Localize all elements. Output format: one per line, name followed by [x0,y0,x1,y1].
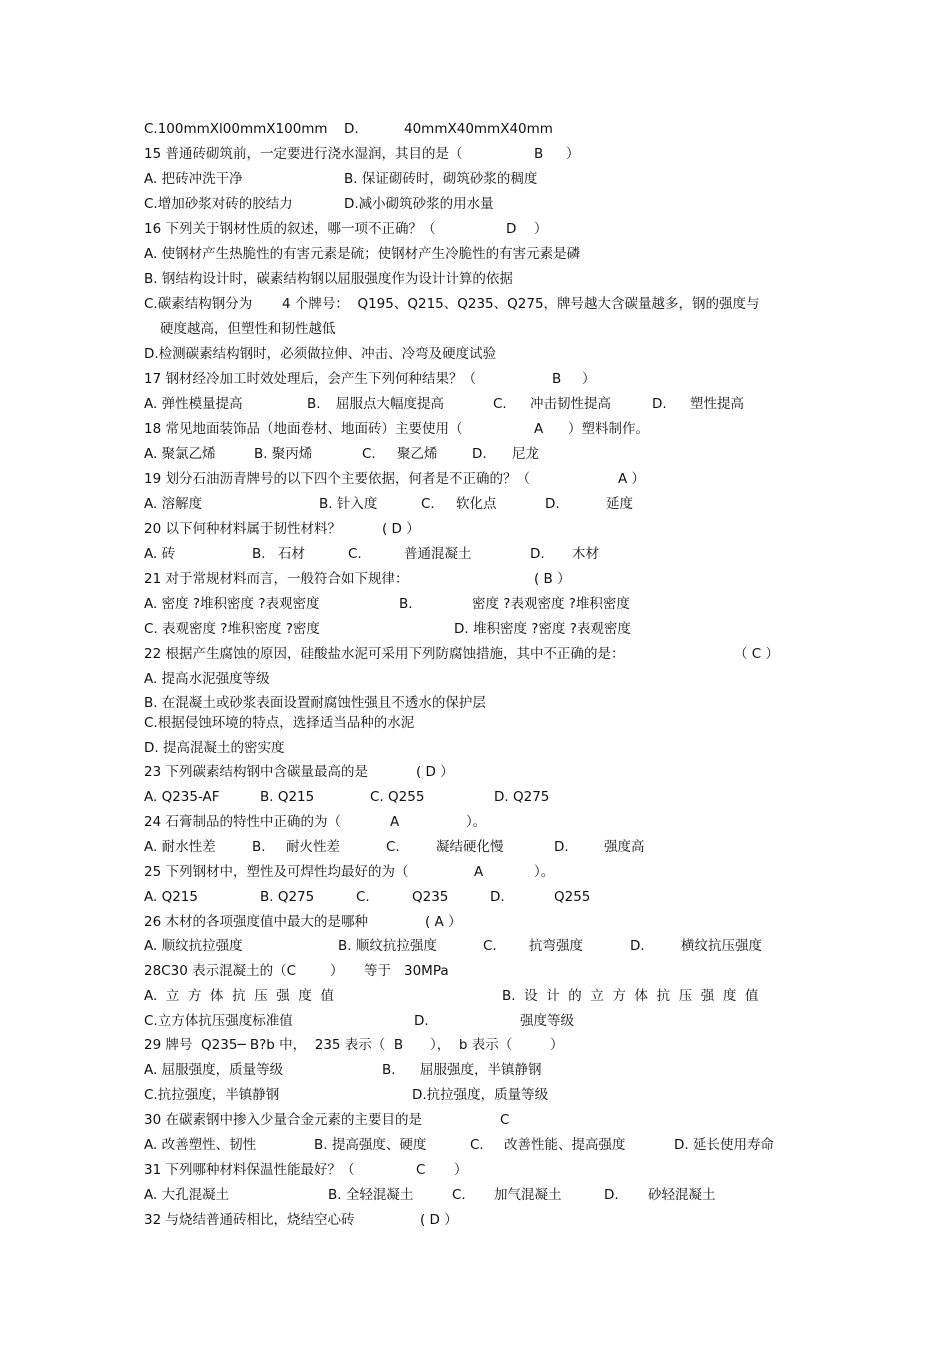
text-segment: A. 弹性模量提高 [144,396,243,412]
text-segment: ( D ） [416,764,454,780]
text-line [144,1134,844,1156]
text-segment: ） [330,963,344,979]
text-line [144,692,844,714]
text-segment: 30 在碳素钢中掺入少量合金元素的主要目的是 [144,1112,422,1128]
text-segment: D. [652,396,667,412]
text-line [144,886,844,908]
text-line [144,1184,844,1206]
text-segment: 20 以下何种材料属于韧性材料？ [144,521,341,537]
text-line [144,761,844,783]
text-segment: 砂轻混凝土 [648,1187,716,1203]
text-segment: 强度等级 [520,1013,574,1029]
text-segment: A [534,421,544,437]
text-segment: 32 与烧结普通砖相比，烧结空心砖 [144,1212,355,1228]
text-segment: B. 设 计 的 立 方 体 抗 压 强 度 值 [502,988,759,1004]
text-segment: C.立方体抗压强度标准值 [144,1013,293,1029]
text-line [144,1010,844,1032]
text-segment: B. [252,546,266,562]
text-segment: 抗弯强度 [529,938,583,954]
text-segment: 15 普通砖砌筑前，一定要进行浇水湿润，其目的是（ [144,146,463,162]
text-segment: A. 提高水泥强度等级 [144,671,270,687]
text-segment: 耐火性差 [286,839,340,855]
text-segment: ( D ） [420,1212,458,1228]
text-line [144,1109,844,1131]
text-segment: D.检测碳素结构钢时，必须做拉伸、冲击、冷弯及硬度试验 [144,346,497,362]
text-segment: 25 下列钢材中，塑性及可焊性均最好的为（ [144,864,409,880]
text-segment: A. 顺纹抗拉强度 [144,938,243,954]
text-line [144,393,844,415]
text-line [144,1084,844,1106]
text-segment: 26 木材的各项强度值中最大的是哪种 [144,914,368,930]
text-segment: A. 聚氯乙烯 [144,446,216,462]
text-segment: C.碳素结构钢分为 [144,296,253,312]
text-segment: B. 钢结构设计时，碳素结构钢以屈服强度作为设计计算的依据 [144,271,513,287]
text-line [144,518,844,540]
text-segment: 29 牌号 Q235─ B?b 中， 235 表示（ B [144,1037,404,1053]
text-segment: 屈服强度，半镇静钢 [420,1062,542,1078]
text-segment: A. 密度 ?堆积密度 ?表观密度 [144,596,320,612]
text-segment: C. [348,546,362,562]
text-line [144,668,844,690]
text-segment: A. 使钢材产生热脆性的有害元素是硫；使钢材产生冷脆性的有害元素是磷 [144,246,581,262]
text-segment: D. [490,889,505,905]
text-line [144,343,844,365]
text-segment: ）塑料制作。 [568,421,649,437]
text-line [144,911,844,933]
text-segment: 16 下列关于钢材性质的叙述，哪一项不正确？（ [144,221,436,237]
text-segment: D [506,221,517,237]
text-line [144,618,844,640]
text-segment: A. 耐水性差 [144,839,216,855]
text-segment: 18 常见地面装饰品（地面卷材、地面砖）主要使用（ [144,421,463,437]
text-segment: 石材 [278,546,305,562]
text-segment: 40mmX40mmX40mm [404,121,553,137]
text-segment: A. 大孔混凝土 [144,1187,230,1203]
text-line [144,737,844,759]
text-segment: B. 保证砌砖时，砌筑砂浆的稠度 [344,171,538,187]
text-segment: B. Q275 [260,889,315,905]
text-segment: 横纹抗压强度 [681,938,762,954]
text-segment: ）。 [466,814,487,830]
text-line [144,243,844,265]
text-line [144,193,844,215]
text-segment: B. [307,396,321,412]
text-segment: 强度高 [604,839,645,855]
text-segment: A. 改善塑性、韧性 [144,1137,257,1153]
text-segment: D.抗拉强度，质量等级 [412,1087,549,1103]
text-segment: B. [382,1062,396,1078]
text-line [144,811,844,833]
text-segment: 延度 [606,496,633,512]
text-segment: ） [566,146,580,162]
text-line [144,935,844,957]
text-segment: （ C ） [734,646,780,662]
text-line [144,861,844,883]
text-segment: D. 延长使用寿命 [674,1137,774,1153]
text-segment: D. 堆积密度 ?密度 ?表观密度 [454,621,631,637]
text-line [144,985,844,1007]
text-segment: D. [414,1013,429,1029]
text-segment: 加气混凝土 [494,1187,562,1203]
text-segment: 冲击韧性提高 [530,396,611,412]
text-segment: 等于 [364,963,391,979]
text-segment: C. [452,1187,466,1203]
text-segment: 塑性提高 [690,396,744,412]
text-line [160,318,860,340]
text-segment: B. 提高强度、硬度 [314,1137,427,1153]
text-segment: A. Q235-AF [144,789,220,805]
text-segment: A ） [618,471,646,487]
text-line [144,543,844,565]
text-segment: 24 石膏制品的特性中正确的为（ [144,814,341,830]
text-segment: ） [454,1162,468,1178]
text-segment: 尼龙 [512,446,539,462]
text-segment: B. [399,596,413,612]
text-segment: A. 立 方 体 抗 压 强 度 值 [144,988,334,1004]
text-segment: B [552,371,562,387]
text-segment: C.100mmXl00mmX100mm [144,121,328,137]
text-segment: 22 根据产生腐蚀的原因，硅酸盐水泥可采用下列防腐蚀措施，其中不正确的是： [144,646,625,662]
text-segment: 21 对于常规材料而言，一般符合如下规律： [144,571,409,587]
text-segment: 密度 ?表观密度 ?堆积密度 [472,596,630,612]
text-segment: C. [493,396,507,412]
text-line [144,712,844,734]
text-segment: D. [630,938,645,954]
text-line [144,368,844,390]
text-segment: 聚乙烯 [397,446,438,462]
text-segment: ( B ） [534,571,571,587]
text-segment: ）。 [534,864,555,880]
text-segment: 31 下列哪种材料保温性能最好？（ [144,1162,355,1178]
text-segment: D. Q275 [494,789,550,805]
text-line [144,218,844,240]
text-segment: 4 个牌号： Q195、Q215、Q235、Q275，牌号越大含碳量越多，钢的强度与 [282,296,760,312]
text-segment: Q255 [554,889,591,905]
text-segment: D. [344,121,359,137]
text-segment: D. [472,446,487,462]
text-line [144,786,844,808]
text-line [144,643,844,665]
text-line [144,268,844,290]
text-segment: 木材 [572,546,599,562]
text-segment: B [534,146,544,162]
text-segment: D. [530,546,545,562]
text-line [144,168,844,190]
text-segment: 30MPa [404,963,449,979]
text-line [144,143,844,165]
text-segment: 屈服点大幅度提高 [336,396,444,412]
text-segment: C. [356,889,370,905]
text-segment: C. [386,839,400,855]
text-segment: Q235 [412,889,449,905]
text-line [144,593,844,615]
text-segment: 硬度越高，但塑性和韧性越低 [160,321,336,337]
text-line [144,1059,844,1081]
text-segment: A. 砖 [144,546,176,562]
text-segment: B. 顺纹抗拉强度 [338,938,437,954]
text-segment: C [416,1162,426,1178]
text-segment: D. [604,1187,619,1203]
text-segment: A. 溶解度 [144,496,203,512]
text-line [144,836,844,858]
text-segment: C.抗拉强度，半镇静钢 [144,1087,280,1103]
text-segment: B. 聚丙烯 [254,446,313,462]
text-segment: ） [582,371,596,387]
text-line [144,960,844,982]
text-segment: A. 把砖冲洗干净 [144,171,243,187]
text-line [144,443,844,465]
text-segment: 凝结硬化慢 [436,839,504,855]
text-line [144,1034,844,1056]
text-segment: A. 屈服强度，质量等级 [144,1062,284,1078]
text-segment: 28C30 表示混凝土的（C [144,963,297,979]
text-segment: D. 提高混凝土的密实度 [144,740,285,756]
text-segment: A [390,814,400,830]
text-segment: B. 针入度 [319,496,378,512]
text-segment: 17 钢材经冷加工时效处理后，会产生下列何种结果？（ [144,371,476,387]
text-segment: ）， b 表示（ [430,1037,513,1053]
text-segment: 19 划分石油沥青牌号的以下四个主要依据，何者是不正确的？（ [144,471,530,487]
text-line [144,468,844,490]
text-segment: ） [550,1037,564,1053]
text-segment: A. Q215 [144,889,198,905]
text-line [144,1159,844,1181]
text-segment: ） [534,221,548,237]
text-segment: D.减小砌筑砂浆的用水量 [344,196,494,212]
text-segment: B. Q215 [260,789,315,805]
text-segment: B. 全轻混凝土 [328,1187,414,1203]
text-line [144,118,844,140]
text-segment: C. [421,496,435,512]
text-segment: C. 表观密度 ?堆积密度 ?密度 [144,621,320,637]
text-segment: 软化点 [456,496,497,512]
text-segment: D. [554,839,569,855]
text-segment: 普通混凝土 [404,546,472,562]
text-segment: C. Q255 [370,789,425,805]
text-line [144,568,844,590]
text-segment: C. [470,1137,484,1153]
text-segment: B. 在混凝土或砂浆表面设置耐腐蚀性强且不透水的保护层 [144,695,486,711]
text-segment: C.增加砂浆对砖的胶结力 [144,196,293,212]
text-line [144,293,844,315]
text-segment: A [474,864,484,880]
text-segment: B. [252,839,266,855]
text-line [144,493,844,515]
text-segment: D. [545,496,560,512]
text-segment: ( A ） [425,914,462,930]
text-segment: C [500,1112,510,1128]
text-segment: 23 下列碳素结构钢中含碳量最高的是 [144,764,368,780]
text-segment: C.根据侵蚀环境的特点，选择适当品种的水泥 [144,715,415,731]
text-line [144,1209,844,1231]
text-segment: ( D ） [382,521,420,537]
text-line [144,418,844,440]
text-segment: C. [362,446,376,462]
text-segment: 改善性能、提高强度 [504,1137,626,1153]
text-segment: C. [483,938,497,954]
